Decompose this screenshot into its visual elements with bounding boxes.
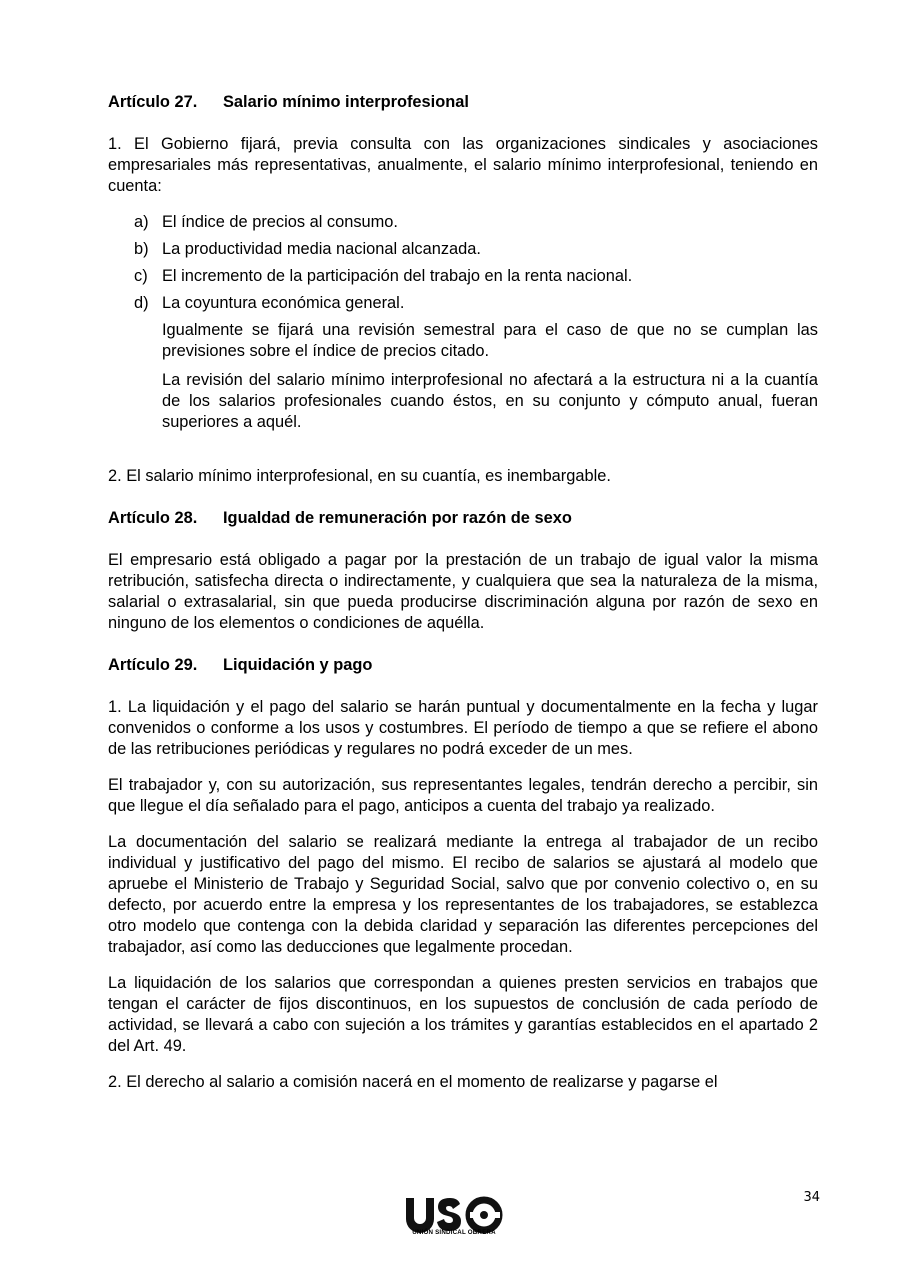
article-title: Igualdad de remuneración por razón de sexo — [223, 509, 572, 527]
article-number: Artículo 29. — [108, 656, 198, 674]
sub-paragraph: Igualmente se fijará una revisión semestral para el caso de que no se cumplan las previsiones sobre el índice de precios citado. — [162, 321, 818, 360]
article-number: Artículo 27. — [108, 93, 198, 111]
article-number: Artículo 28. — [108, 509, 198, 527]
list-label: a) — [134, 213, 149, 231]
list-label: d) — [134, 294, 149, 312]
list-item — [134, 212, 818, 233]
paragraph: La documentación del salario se realizará mediante la entrega al trabajador de un recibo individual y justificativo del pago del mismo. El recibo de salarios se ajustará al modelo que apruebe el Ministerio de Trabajo y Seguridad Social, salvo que por convenio colectivo o, en su defecto, por acuerdo entre la empresa y los representantes de los trabajadores, se establezca otro modelo que contenga con la debida claridad y separación las diferentes percepciones del trabajador, así como las deducciones que legalmente procedan. — [108, 833, 818, 956]
article-title: Liquidación y pago — [223, 656, 373, 674]
page-number: 34 — [803, 1190, 820, 1205]
paragraph: 1. La liquidación y el pago del salario se harán puntual y documentalmente en la fecha y lugar convenidos o conforme a los usos y costumbres. El período de tiempo a que se refiere el abono de las retribuciones periódicas y regulares no podrá exceder de un mes. — [108, 698, 818, 758]
paragraph: La liquidación de los salarios que correspondan a quienes presten servicios en trabajos que tengan el carácter de fijos discontinuos, en los supuestos de conclusión de cada período de actividad, se llevará a cabo con sujeción a los trámites y garantías establecidos en el apartado 2 del Art. 49. — [108, 974, 818, 1055]
paragraph: 2. El salario mínimo interprofesional, en su cuantía, es inembargable. — [108, 467, 611, 485]
list-text: El incremento de la participación del trabajo en la renta nacional. — [162, 267, 633, 285]
article-28-heading — [108, 508, 818, 529]
article-29-heading — [108, 655, 818, 676]
document-page — [108, 92, 818, 1108]
sub-paragraph: La revisión del salario mínimo interprofesional no afectará a la estructura ni a la cuantía de los salarios profesionales cuando éstos, en su conjunto y cómputo anual, fueran superiores a aquél. — [162, 371, 818, 431]
article-title: Salario mínimo interprofesional — [223, 93, 469, 111]
list-label: b) — [134, 240, 149, 258]
article-27-heading — [108, 92, 818, 113]
logo-caption: UNIÓN SINDICAL OBRERA — [412, 1229, 496, 1236]
paragraph: 1. El Gobierno fijará, previa consulta con las organizaciones sindicales y asociaciones empresariales más representativas, anualmente, el salario mínimo interprofesional, teniendo en cuenta: — [108, 135, 818, 195]
paragraph: El trabajador y, con su autorización, sus representantes legales, tendrán derecho a percibir, sin que llegue el día señalado para el pago, anticipos a cuenta del trabajo ya realizado. — [108, 776, 818, 815]
criteria-list — [134, 212, 818, 314]
paragraph: 2. El derecho al salario a comisión nacerá en el momento de realizarse y pagarse el — [108, 1073, 718, 1091]
list-item — [134, 293, 818, 314]
paragraph: El empresario está obligado a pagar por la prestación de un trabajo de igual valor la misma retribución, satisfecha directa o indirectamente, y cualquiera que sea la naturaleza de la misma, salarial o extrasalarial, sin que pueda producirse discriminación alguna por razón de sexo en ninguno de los elementos o condiciones de aquélla. — [108, 551, 818, 632]
list-item — [134, 239, 818, 260]
list-text: El índice de precios al consumo. — [162, 213, 398, 231]
list-text: La productividad media nacional alcanzada. — [162, 240, 481, 258]
list-label: c) — [134, 267, 148, 285]
list-item — [134, 266, 818, 287]
list-text: La coyuntura económica general. — [162, 294, 405, 312]
